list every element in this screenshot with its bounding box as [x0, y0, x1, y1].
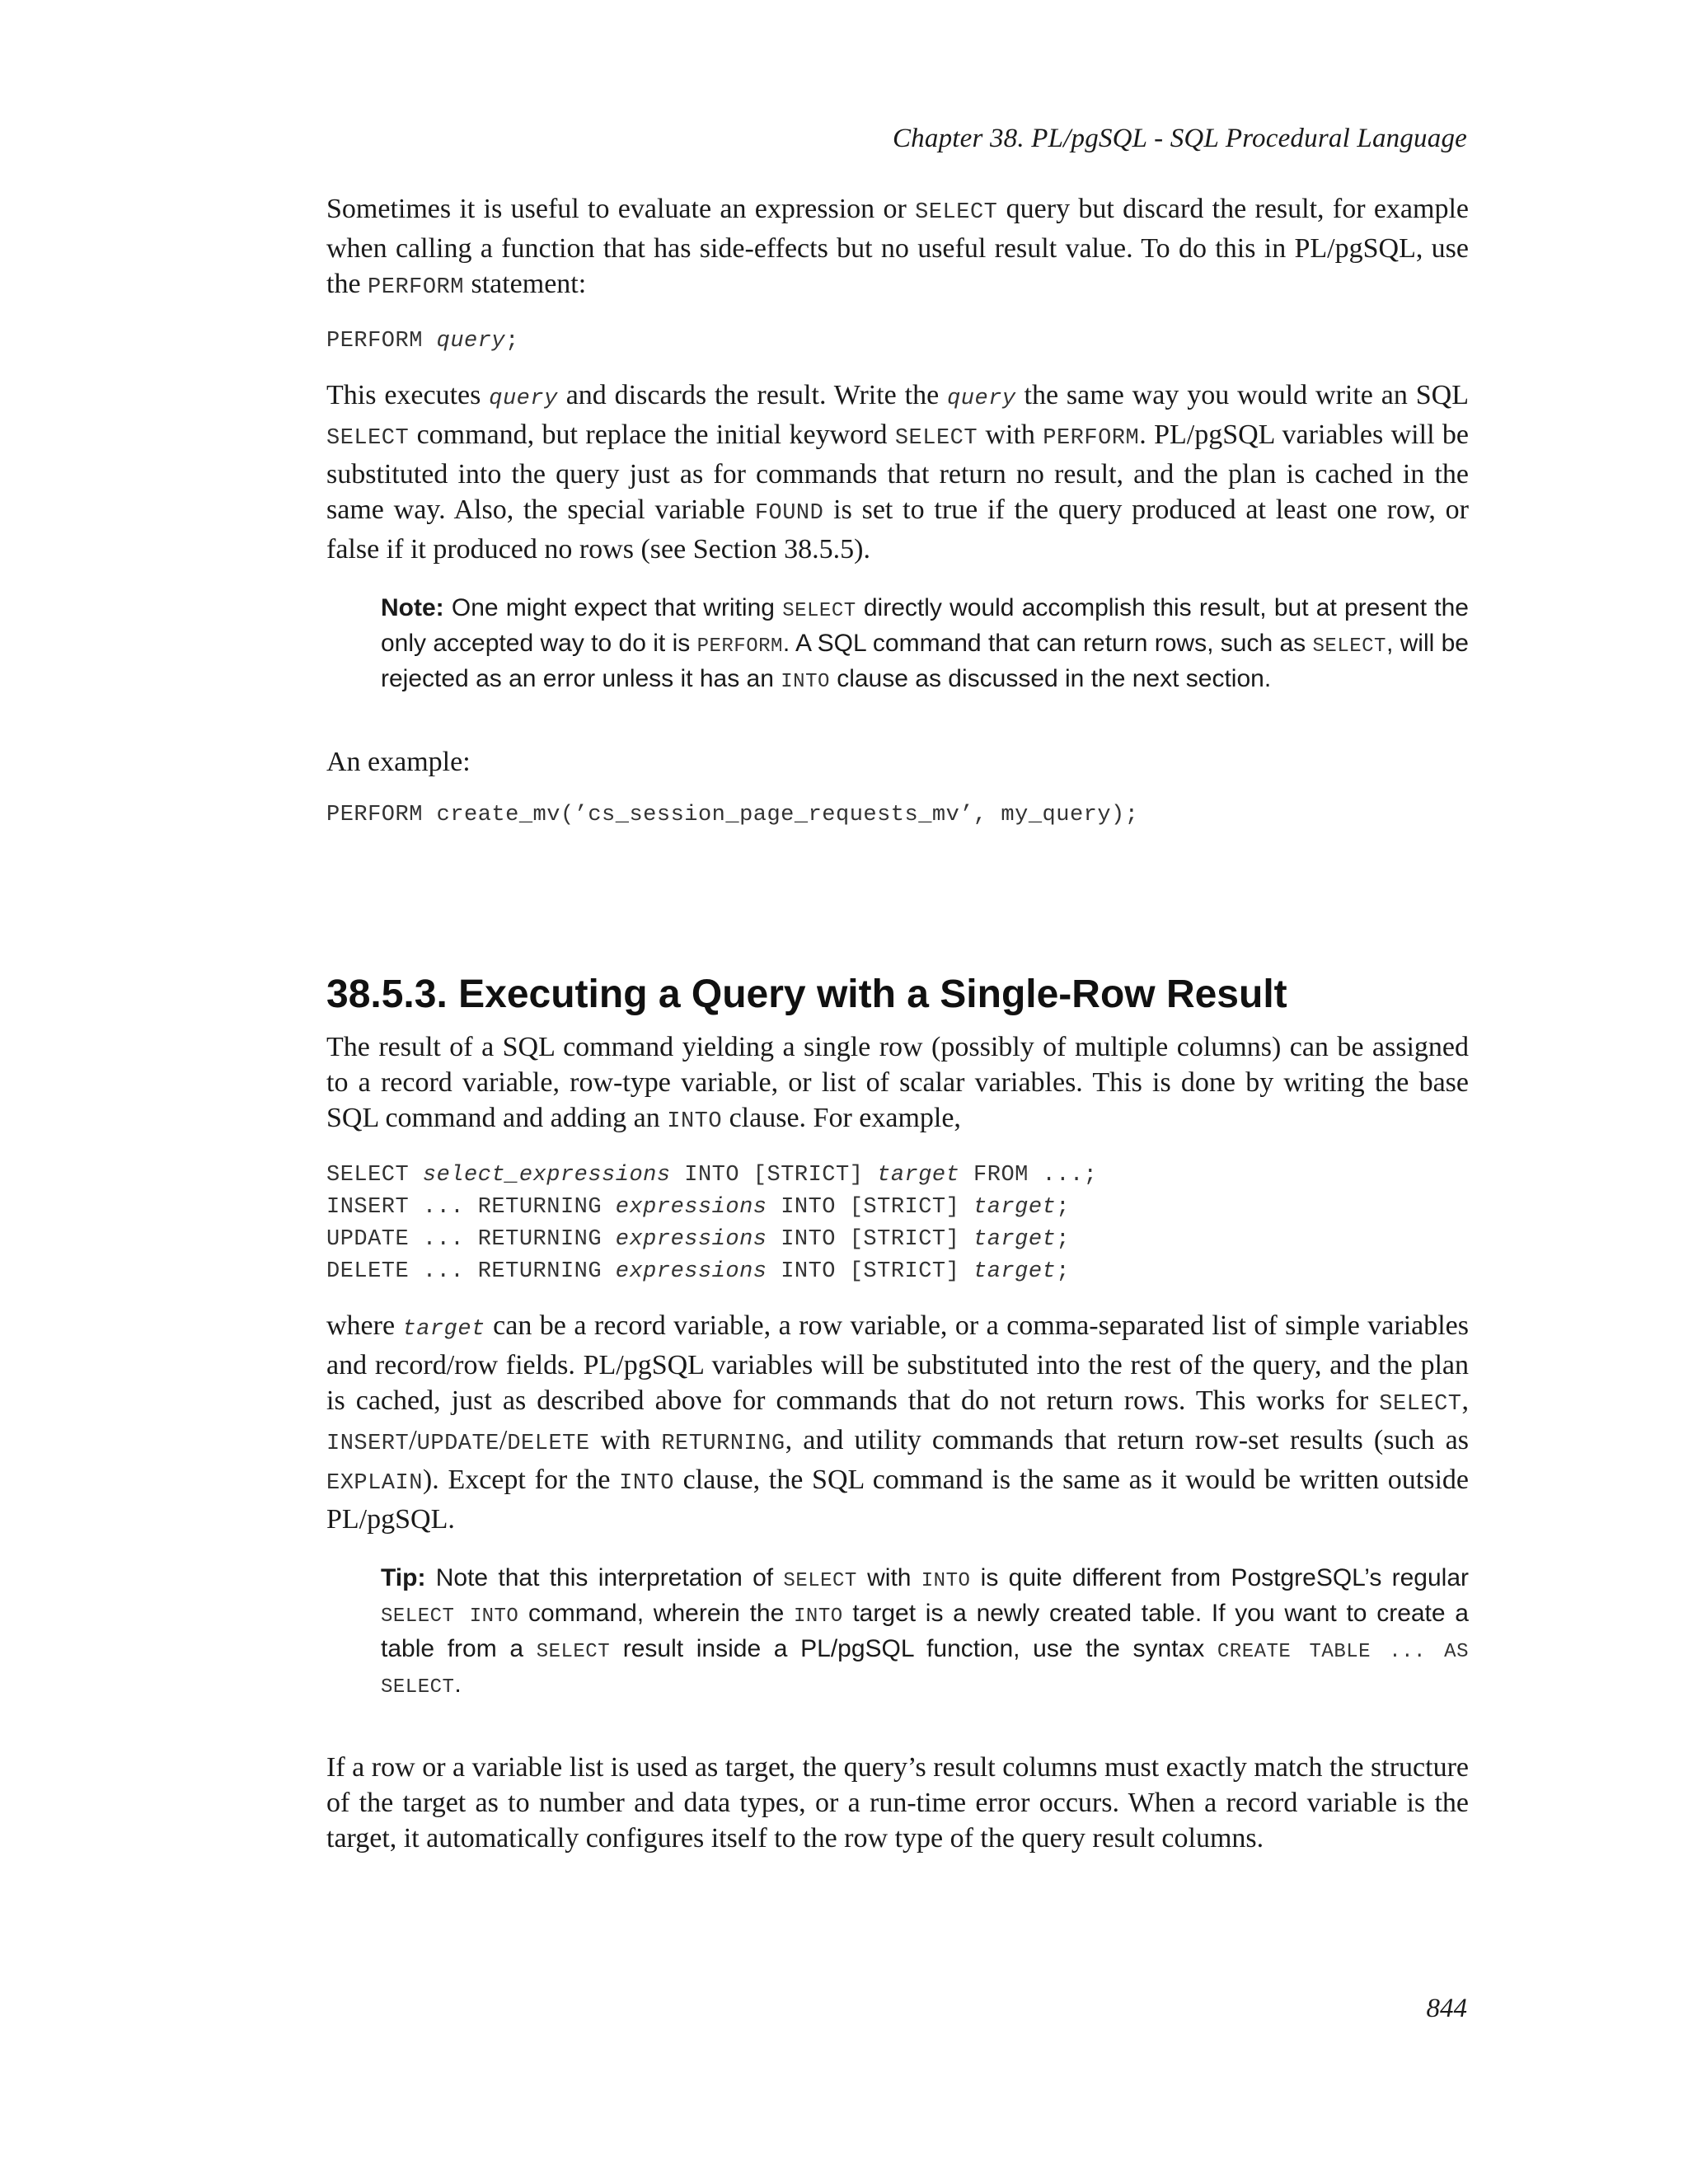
running-header: Chapter 38. PL/pgSQL - SQL Procedural Language	[892, 124, 1467, 153]
inline-code: SELECT	[1312, 635, 1386, 658]
inline-code: INTO	[921, 1570, 971, 1592]
example-intro: An example:	[326, 747, 471, 777]
paragraph-row-target: If a row or a variable list is used as target, the query’s result columns must exactly match the structure of the target as to number and data types, or a run-time error occurs. When a record variable is the target, it automatically configures itself to the row type of the query result columns.	[326, 1752, 1469, 1854]
inline-code: EXPLAIN	[326, 1471, 423, 1496]
inline-code: PERFORM	[368, 275, 464, 300]
inline-code: SELECT	[783, 1570, 857, 1592]
inline-code: INTO	[667, 1109, 723, 1134]
code-block-example: PERFORM create_mv(’cs_session_page_requests_mv’, my_query);	[326, 803, 1139, 827]
inline-code: SELECT	[536, 1641, 611, 1663]
inline-code: FOUND	[754, 501, 824, 526]
inline-code: RETURNING	[661, 1432, 785, 1456]
section-heading: 38.5.3. Executing a Query with a Single-Row Result	[326, 972, 1287, 1016]
inline-code: SELECT	[782, 600, 856, 622]
page-number: 844	[1426, 1994, 1467, 2023]
code-block-into-syntax: SELECT select_expressions INTO [STRICT] target FROM ...; INSERT ... RETURNING expressions INTO [STRICT] target; UPDATE ... RETURNING expressions INTO [STRICT] target; DELETE ... RETURNING expressions INTO [STRICT] target;	[326, 1163, 1098, 1284]
page-content	[326, 191, 1469, 1856]
inline-code: UPDATE	[416, 1432, 499, 1456]
paragraph-perform-explain: This executes query and discards the result. Write the query the same way you would write an SQL SELECT command, but replace the initial keyword SELECT with PERFORM. PL/pgSQL variables will be substituted into the query just as for commands that return no result, and the plan is cached in the same way. Also, the special variable FOUND is set to true if the query produced at least one row, or false if it produced no rows (see Section 38.5.5).	[326, 380, 1469, 565]
inline-code: SELECT	[915, 200, 998, 225]
inline-code: INSERT	[326, 1432, 410, 1456]
paragraph-perform-intro: Sometimes it is useful to evaluate an expression or SELECT query but discard the result, for example when calling a function that has side-effects but no useful result value. To do this in PL/pgSQL, use the PERFORM statement:	[326, 194, 1469, 300]
inline-code: PERFORM	[696, 635, 783, 658]
note-box: Note: One might expect that writing SELECT directly would accomplish this result, but at present the only accepted way to do it is PERFORM. A SQL command that can return rows, such as SELECT, will be rejected as an error unless it has an INTO clause as discussed in the next section.	[381, 594, 1469, 693]
inline-code: INTO	[781, 671, 830, 693]
inline-code: SELECT INTO	[381, 1605, 519, 1628]
tip-box: Tip: Note that this interpretation of SELECT with INTO is quite different from PostgreSQL’s regular SELECT INTO command, wherein the INTO target is a newly created table. If you want to create a table from a SELECT result inside a PL/pgSQL function, use the syntax CREATE TABLE ... AS SELECT.	[381, 1564, 1469, 1699]
tip-label: Tip:	[381, 1564, 426, 1591]
note-label: Note:	[381, 594, 444, 621]
inline-code: query	[947, 387, 1016, 411]
inline-code: SELECT	[1379, 1392, 1462, 1417]
inline-code: DELETE	[507, 1432, 590, 1456]
inline-code: INTO	[619, 1471, 674, 1496]
inline-code: query	[489, 387, 558, 411]
inline-code: SELECT	[326, 426, 410, 451]
code-block-perform: PERFORM query;	[326, 329, 519, 354]
inline-code: INTO	[794, 1605, 843, 1628]
inline-code: target	[402, 1317, 485, 1342]
paragraph-target: where target can be a record variable, a row variable, or a comma-separated list of simple variables and record/row fields. PL/pgSQL variables will be substituted into the rest of the query, and the plan is cached, just as described above for commands that do not return rows. This works for SELECT, INSERT/UPDATE/DELETE with RETURNING, and utility commands that return row-set results (such as EXPLAIN). Except for the INTO clause, the SQL command is the same as it would be written outside PL/pgSQL.	[326, 1310, 1470, 1535]
inline-code: PERFORM	[1043, 426, 1140, 451]
inline-code: CREATE TABLE ... AS SELECT	[381, 1641, 1469, 1699]
paragraph-single-row: The result of a SQL command yielding a single row (possibly of multiple columns) can be assigned to a record variable, row-type variable, or list of scalar variables. This is done by writing the base SQL command and adding an INTO clause. For example,	[326, 1032, 1469, 1134]
inline-code: SELECT	[894, 426, 978, 451]
